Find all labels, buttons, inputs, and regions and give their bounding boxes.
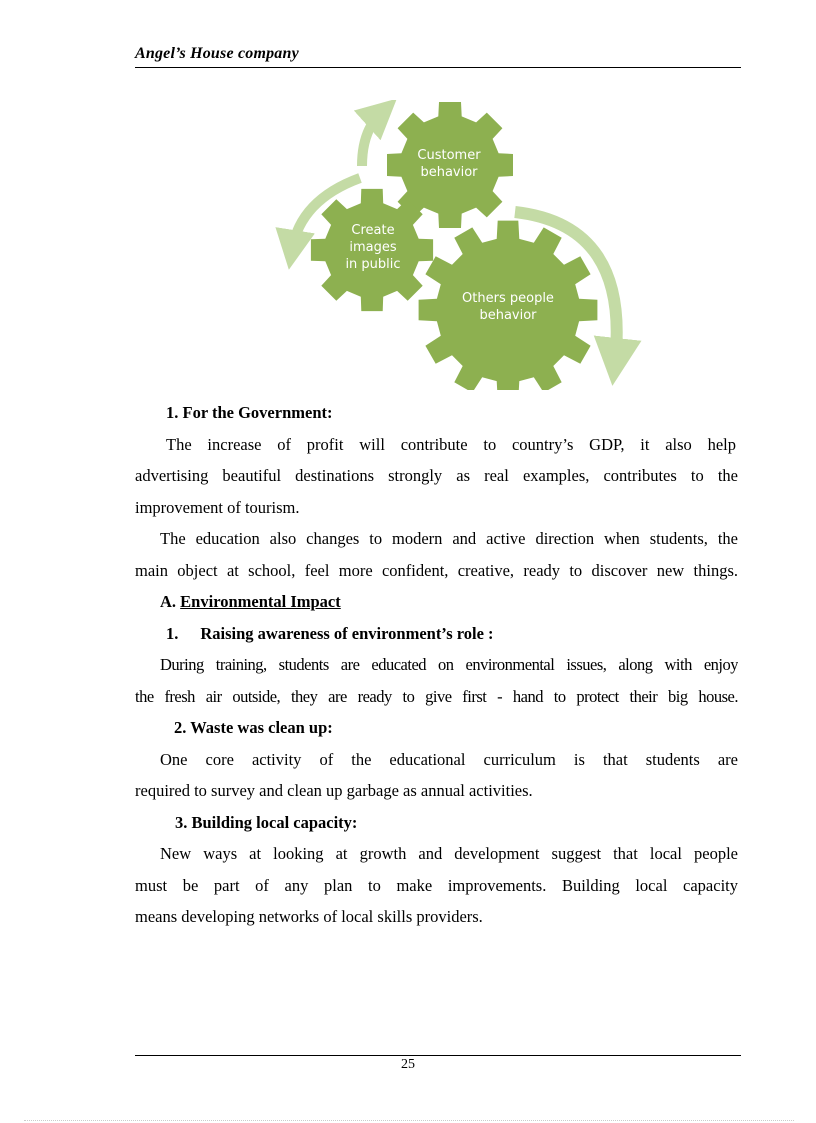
heading-awareness-text: Raising awareness of environment’s role : xyxy=(200,623,494,643)
paragraph-education-line-1: The education also changes to modern and active direction when students, the xyxy=(160,529,738,548)
paragraph-capacity-line-2: must be part of any plan to make improvements. Building local capacity xyxy=(135,875,738,895)
section-heading-environmental xyxy=(135,586,738,618)
paragraph-capacity-line-1: New ways at looking at growth and development suggest that local people xyxy=(160,844,738,863)
heading-awareness-number: 1. xyxy=(166,623,179,643)
page-number: 25 xyxy=(401,1057,415,1072)
heading-capacity: 3. Building local capacity: xyxy=(175,812,358,832)
gear-label-customer: Customer behavior xyxy=(417,148,481,180)
cycle-arrow-top xyxy=(362,112,382,166)
document-header-title: Angel’s House company xyxy=(135,45,299,62)
paragraph-waste-line-2: required to survey and clean up garbage as annual activities. xyxy=(135,781,533,800)
paragraph-government-line-3: improvement of tourism. xyxy=(135,497,300,517)
paragraph-awareness-line-1: During training, students are educated on environmental issues, along with enjoy xyxy=(160,655,738,674)
paragraph-education-line-2: main object at school, feel more confident, creative, ready to discover new things. xyxy=(135,560,738,580)
paragraph-capacity-line-3: means developing networks of local skills providers. xyxy=(135,907,483,926)
page-edge-dots xyxy=(24,1120,794,1121)
gear-label-others: Others people behavior xyxy=(462,291,554,323)
gears-diagram xyxy=(270,100,650,390)
section-title: Environmental Impact xyxy=(180,592,341,611)
header-divider xyxy=(135,67,741,68)
document-body xyxy=(135,397,738,933)
paragraph-awareness-line-2: the fresh air outside, they are ready to give first - hand to protect their big house. xyxy=(135,686,738,706)
footer-divider xyxy=(135,1055,741,1056)
section-letter: A. xyxy=(160,592,177,611)
paragraph-government-line-1: The increase of profit will contribute to country’s GDP, it also help xyxy=(166,434,736,454)
paragraph-waste-line-1: One core activity of the educational curriculum is that students are xyxy=(160,749,738,769)
heading-government: 1. For the Government: xyxy=(166,403,333,422)
heading-awareness xyxy=(135,618,738,650)
paragraph-government-line-2: advertising beautiful destinations strongly as real examples, contributes to the xyxy=(135,466,738,485)
heading-waste: 2. Waste was clean up: xyxy=(174,718,333,737)
gear-label-create: Create images in public xyxy=(345,223,401,272)
